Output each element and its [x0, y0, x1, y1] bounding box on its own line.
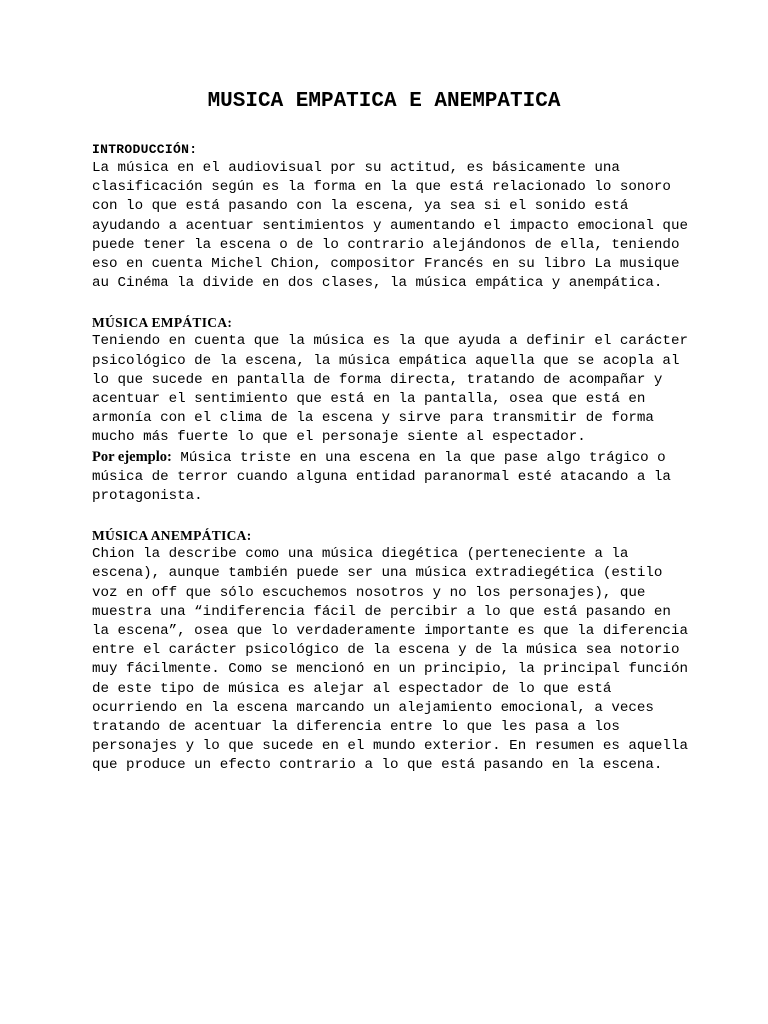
- example-text: Música triste en una escena en la que pase algo trágico o música de terror cuando alguna entidad paranormal esté atacando a la protagonista.: [92, 449, 671, 505]
- section-musica-anempatica: [92, 526, 692, 775]
- section-heading: MÚSICA EMPÁTICA:: [92, 315, 233, 331]
- section-heading: MÚSICA ANEMPÁTICA:: [92, 528, 252, 544]
- section-musica-empatica: [92, 313, 692, 506]
- example-label: Por ejemplo:: [92, 448, 172, 465]
- page-title: MUSICA EMPATICA E ANEMPATICA: [207, 90, 561, 113]
- example-paragraph: [92, 448, 692, 507]
- section-paragraph: Teniendo en cuenta que la música es la que ayuda a definir el carácter psicológico de la escena, la música empática aquella que se acopla al lo que sucede en pantalla de forma directa, tratando de acompañar y acentuar el sentimiento que está en la pantalla, osea que está en armonía con el clima de la escena y sirve para transmitir de forma mucho más fuerte lo que el personaje siente al espectador.: [92, 333, 688, 446]
- section-paragraph: Chion la describe como una música diegética (perteneciente a la escena), aunque también puede ser una música extradiegética (estilo voz en off que sólo escuchemos nosotros y no los personajes), que muestra una “indiferencia fácil de percibir a lo que está pasando en la escena”, osea que lo verdaderamente importante es que la diferencia entre el carácter psicológico de la escena y de la música sea notorio muy fácilmente. Como se mencionó en un principio, la principal función de este tipo de música es alejar al espectador de lo que está ocurriendo en la escena marcando un alejamiento emocional, a veces tratando de acentuar la diferencia entre lo que les pasa a los personajes y lo que sucede en el mundo exterior. En resumen es aquella que produce un efecto contrario a lo que está pasando en la escena.: [92, 546, 688, 774]
- section-introduccion: [92, 140, 692, 293]
- section-heading: INTRODUCCIÓN:: [92, 142, 198, 157]
- section-paragraph: La música en el audiovisual por su actitud, es básicamente una clasificación según es la forma en la que está relacionado lo sonoro con lo que está pasando con la escena, ya sea si el sonido está ayudando a acentuar sentimientos y aumentando el impacto emocional que puede tener la escena o de lo contrario alejándonos de ella, teniendo eso en cuenta Michel Chion, compositor Francés en su libro La musique au Cinéma la divide en dos clases, la música empática y anempática.: [92, 160, 688, 292]
- document-body: [92, 140, 692, 796]
